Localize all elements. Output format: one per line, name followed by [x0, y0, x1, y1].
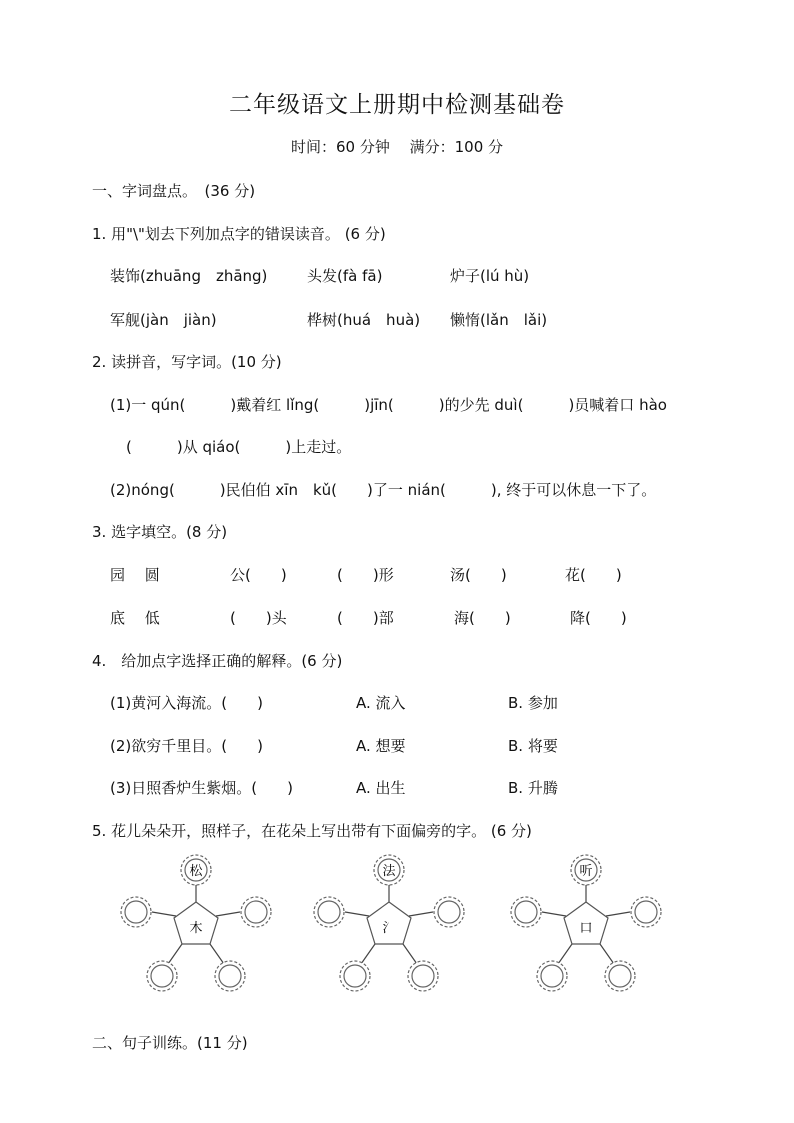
q1-item: 装饰(zhuāng zhāng) — [110, 267, 268, 285]
flower-example-char: 听 — [579, 864, 593, 879]
flower-diagram-3 — [506, 852, 666, 1002]
q1-item: 懒惰(lǎn lǎi) — [450, 311, 548, 329]
q3-blank: 公( ) — [230, 566, 287, 584]
q3-blank: 海( ) — [454, 609, 511, 627]
flower-diagram-2 — [309, 852, 469, 1002]
q1-heading: 1. 用"\"划去下列加点字的错误读音。 (6 分) — [92, 225, 386, 243]
q3-blank: ( )部 — [337, 609, 394, 627]
q4-question: (2)欲穷千里目。( ) — [110, 737, 263, 755]
q3-choice: 底 低 — [110, 609, 160, 627]
q3-heading: 3. 选字填空。(8 分) — [92, 523, 228, 541]
q4-option-a: A. 出生 — [356, 779, 406, 797]
q3-blank: ( )头 — [230, 609, 287, 627]
q4-option-a: A. 想要 — [356, 737, 406, 755]
flower-radical: 木 — [189, 921, 203, 936]
q4-option-a: A. 流入 — [356, 694, 406, 712]
q4-option-b: B. 将要 — [508, 737, 558, 755]
q4-question: (3)日照香炉生紫烟。( ) — [110, 779, 293, 797]
q3-choice: 园 圆 — [110, 566, 160, 584]
q4-option-b: B. 参加 — [508, 694, 558, 712]
q2-line: ( )从 qiáo( )上走过。 — [126, 438, 352, 456]
section-1-heading: 一、字词盘点。 (36 分) — [92, 182, 256, 200]
q1-item: 军舰(jàn jiàn) — [110, 311, 217, 329]
page-title: 二年级语文上册期中检测基础卷 — [229, 92, 565, 118]
q1-item: 桦树(huá huà) — [307, 311, 421, 329]
q1-item: 头发(fà fā) — [307, 267, 383, 285]
section-2-heading: 二、句子训练。(11 分) — [92, 1034, 248, 1052]
q2-heading: 2. 读拼音，写字词。(10 分) — [92, 353, 282, 371]
q1-item: 炉子(lú hù) — [450, 267, 530, 285]
flower-radical: 氵 — [382, 921, 396, 936]
exam-info: 时间：60 分钟 满分：100 分 — [290, 138, 504, 156]
q3-blank: 降( ) — [570, 609, 627, 627]
flower-example-char: 松 — [189, 864, 203, 879]
q2-line: (1)一 qún( )戴着红 lǐng( )jīn( )的少先 duì( )员喊着口 hào — [110, 396, 667, 414]
flower-example-char: 法 — [382, 864, 396, 879]
q3-blank: 花( ) — [565, 566, 622, 584]
flower-diagram-1 — [116, 852, 276, 1002]
q3-blank: ( )形 — [337, 566, 394, 584]
q4-option-b: B. 升腾 — [508, 779, 558, 797]
q5-heading: 5. 花儿朵朵开，照样子，在花朵上写出带有下面偏旁的字。 (6 分) — [92, 822, 532, 840]
q3-blank: 汤( ) — [450, 566, 507, 584]
q4-heading: 4. 给加点字选择正确的解释。(6 分) — [92, 652, 343, 670]
q2-line: (2)nóng( )民伯伯 xīn kǔ( )了一 nián( ), 终于可以休息一下了。 — [110, 481, 657, 499]
q4-question: (1)黄河入海流。( ) — [110, 694, 263, 712]
flower-radical: 口 — [579, 921, 593, 936]
